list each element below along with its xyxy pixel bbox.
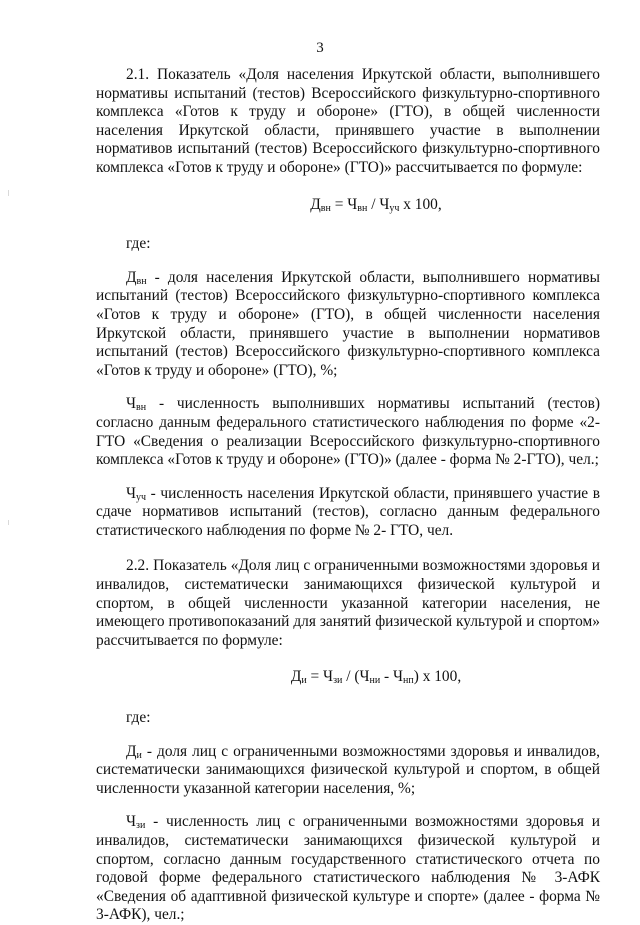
definition-ch-uch [96,485,600,541]
definition-d-i [96,743,600,799]
definition-subscript: уч [136,491,147,503]
formula-text: х 100, [399,195,442,213]
scan-margin-mark [8,520,9,525]
definition-symbol: Ч [126,395,137,413]
formula-2-2 [96,668,600,687]
definition-symbol: Д [126,742,137,760]
formula-symbol: Д [290,668,302,686]
formula-subscript: и [301,675,307,687]
formula-subscript: нп [403,675,414,687]
section-2-1-paragraph: 2.1. Показатель «Доля населения Иркутской области, выполнившего нормативы испытаний (тестов) Всероссийского физкультурно-спортивного комплекса «Готов к труду и обороне» (ГТО), в общей численности населения Иркутской области, принявшего участие в выполнении нормативов испытаний (тестов) Всероссийского физкультурно-спортивного комплекса «Готов к труду и обороне» (ГТО)» рассчитывается по формуле: [96,66,600,176]
formula-subscript: уч [389,202,400,214]
formula-text: = Ч [330,195,358,213]
definition-subscript: и [136,749,142,761]
definition-ch-zi [96,813,600,925]
formula-text: / (Ч [342,668,370,686]
definition-subscript: вн [136,402,147,414]
formula-subscript: вн [320,202,331,214]
formula-symbol: Д [310,195,321,213]
formula-text: ) х 100, [413,668,462,686]
definition-text: - доля населения Иркутской области, выполнившего нормативы испытаний (тестов) Всероссийского физкультурно-спортивного комплекса «Готов к труду и обороне» (ГТО), в общей численности населения Иркутской области, принявшего участие в выполнении нормативов испытаний (тестов) Всероссийского физкультурно-спортивного комплекса «Готов к труду и обороне» (ГТО), %; [96,268,600,379]
definition-text: - численность выполнивших нормативы испытаний (тестов) согласно данным федерального статистического наблюдения по форме «2-ГТО «Сведения о реализации Всероссийского физкультурно-спортивного комплекса «Готов к труду и обороне» (ГТО)» (далее - форма № 2-ГТО), чел.; [96,395,600,469]
definition-symbol: Ч [126,813,137,831]
formula-2-1 [96,196,600,215]
definition-subscript: вн [136,275,147,287]
definition-d-vn [96,269,600,381]
definition-symbol: Д [126,268,137,286]
definition-subscript: зи [136,820,146,832]
definition-symbol: Ч [126,484,137,502]
formula-subscript: вн [357,202,368,214]
formula-subscript: ни [369,675,381,687]
formula-subscript: зи [333,675,343,687]
definition-text: - численность населения Иркутской области, принявшего участие в сдаче нормативов испытаний (тестов), согласно данным федерального статистического наблюдения по форме № 2- ГТО, чел. [96,484,600,539]
section-2-2-paragraph: 2.2. Показатель «Доля лиц с ограниченными возможностями здоровья и инвалидов, систематически занимающихся физической культурой и спортом, в общей численности указанной категории населения, не имеющего противопоказаний для занятий физической культурой и спортом» рассчитывается по формуле: [96,557,600,649]
definition-ch-vn [96,395,600,469]
formula-text: - Ч [380,668,404,686]
page-number: 3 [316,40,324,56]
where-label: где: [126,235,151,253]
where-label: где: [126,709,151,727]
scan-margin-mark [8,190,9,196]
document-body [96,66,600,925]
formula-text: / Ч [367,195,390,213]
definition-text: - доля лиц с ограниченными возможностями здоровья и инвалидов, систематически занимающихся физической культурой и спортом, в общей численности указанной категории населения, %; [96,742,600,797]
definition-text: - численность лиц с ограниченными возможностями здоровья и инвалидов, систематически занимающихся физической культурой и спортом, согласно данным государственного статистического отчета по годовой форме федерального статистического наблюдения № 3-АФК «Сведения об адаптивной физической культуре и спорте» (далее - форма № 3-АФК), чел.; [96,813,600,924]
formula-text: = Ч [306,668,334,686]
